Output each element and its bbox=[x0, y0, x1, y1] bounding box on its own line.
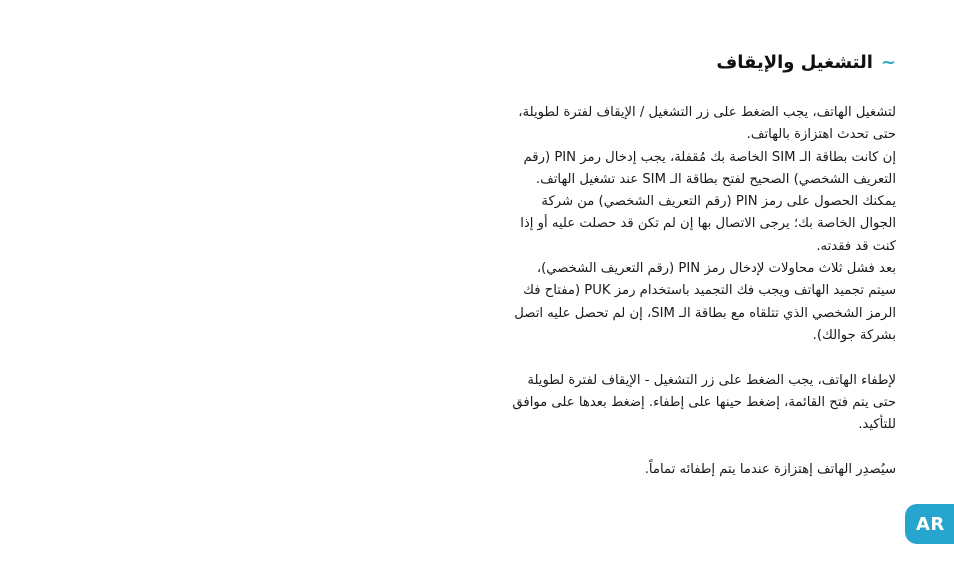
paragraph-vibration-note: سيُصدِر الهاتف إهتزازة عندما يتم إطفائه تماماً. bbox=[644, 461, 896, 477]
section-heading bbox=[716, 52, 896, 73]
paragraph-spacer bbox=[506, 347, 896, 369]
paragraph-power-on: لتشغيل الهاتف، يجب الضغط على زر التشغيل / الإيقاف لفترة لطويلة، حتى تحدث اهتزازة بالهاتف. bbox=[518, 105, 896, 143]
paragraph-spacer bbox=[506, 436, 896, 458]
section-title: التشغيل والإيقاف bbox=[716, 52, 873, 73]
language-badge-label: AR bbox=[916, 513, 945, 535]
section-body bbox=[506, 102, 896, 481]
paragraph-pin-info: يمكنك الحصول على رمز PIN (رقم التعريف الشخصي) من شركة الجوال الخاصة بك؛ يرجى الاتصال بها إن لم تكن قد حصلت عليه أو إذا كنت قد فقدته. bbox=[520, 194, 896, 254]
language-badge[interactable] bbox=[905, 504, 954, 544]
paragraph-sim-pin: إن كانت بطاقة الـ SIM الخاصة بك مُقفلة، يجب إدخال رمز PIN (رقم التعريف الشخصي) الصحيح لفتح بطاقة الـ SIM عند تشغيل الهاتف. bbox=[523, 149, 896, 187]
paragraph-power-off: لإطفاء الهاتف، يجب الضغط على زر التشغيل - الإيقاف لفترة لطويلة حتى يتم فتح القائمة، إضغط حينها على إطفاء. إضغط بعدها على موافق للتأكيد. bbox=[512, 372, 896, 433]
paragraph-puk-info: بعد فشل ثلاث محاولات لإدخال رمز PIN (رقم التعريف الشخصي)، سيتم تجميد الهاتف ويجب فك التجميد باستخدام رمز PUK (مفتاح فك الرمز الشخصي الذي تتلقاه مع بطاقة الـ SIM، إن لم تحصل عليه اتصل بشركة جوالك). bbox=[514, 261, 896, 343]
tilde-marker: ~ bbox=[880, 52, 896, 73]
